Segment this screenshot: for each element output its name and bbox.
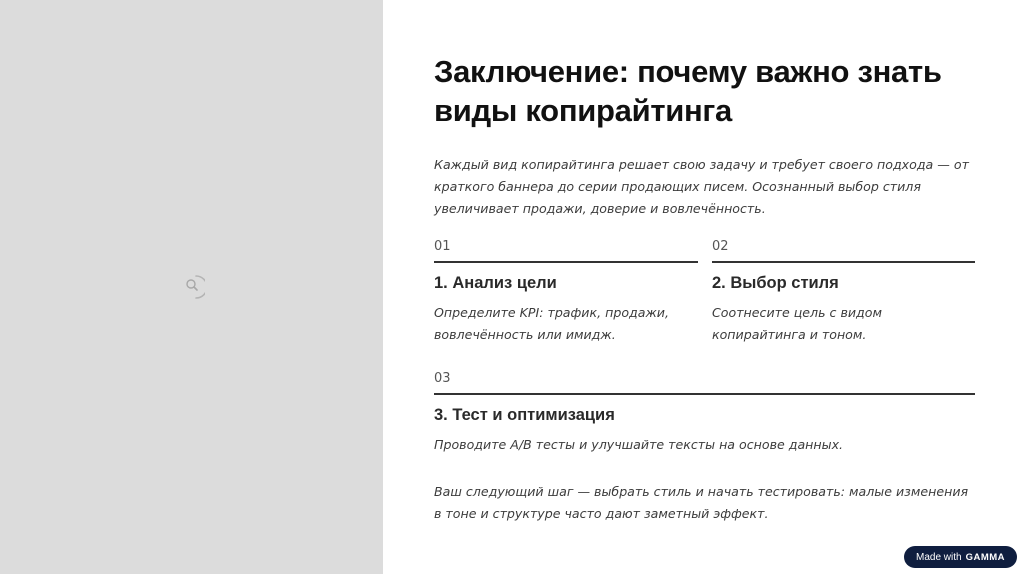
closing-paragraph: Ваш следующий шаг — выбрать стиль и начать тестировать: малые изменения в тоне и структуре часто дают заметный эффект. bbox=[434, 484, 969, 521]
step-title: 1. Анализ цели bbox=[434, 274, 557, 292]
gamma-logo: GAMMA bbox=[965, 551, 1006, 563]
step-analysis bbox=[434, 237, 698, 346]
step-number: 02 bbox=[712, 239, 729, 254]
badge-prefix: Made with bbox=[915, 551, 962, 563]
slide-title: Заключение: почему важно знать виды копирайтинга bbox=[434, 54, 942, 128]
step-description: Проводите A/B тесты и улучшайте тексты на основе данных. bbox=[434, 437, 844, 452]
loading-spinner-icon bbox=[183, 274, 205, 300]
step-test-optimization bbox=[434, 369, 975, 456]
made-with-gamma-badge[interactable] bbox=[904, 546, 1017, 568]
step-description: Соотнесите цель с видом копирайтинга и тоном. bbox=[712, 305, 882, 342]
intro-paragraph: Каждый вид копирайтинга решает свою задачу и требует своего подхода — от краткого баннера до серии продающих писем. Осознанный выбор стиля увеличивает продажи, доверие и вовлечённость. bbox=[434, 157, 969, 216]
step-number: 01 bbox=[434, 239, 451, 254]
step-divider bbox=[434, 261, 698, 263]
step-number: 03 bbox=[434, 371, 451, 386]
step-divider bbox=[712, 261, 975, 263]
step-description: Определите KPI: трафик, продажи, вовлечённость или имидж. bbox=[434, 305, 669, 342]
step-title: 2. Выбор стиля bbox=[712, 274, 839, 292]
image-placeholder-panel bbox=[0, 0, 383, 574]
step-title: 3. Тест и оптимизация bbox=[434, 406, 615, 424]
step-divider bbox=[434, 393, 975, 395]
step-style-choice bbox=[712, 237, 975, 346]
